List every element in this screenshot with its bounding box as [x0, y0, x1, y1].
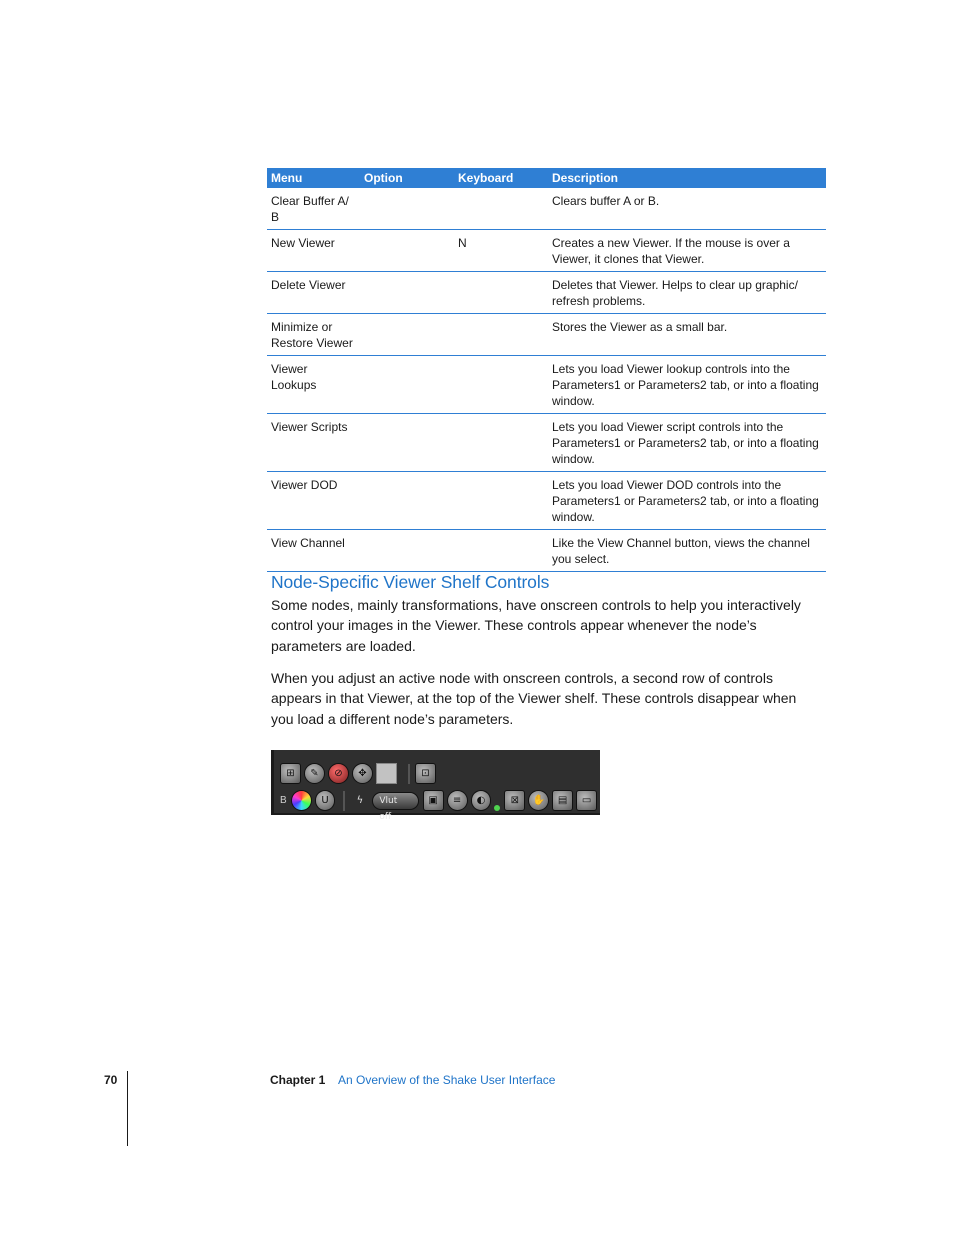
color-wheel-icon[interactable] [291, 790, 312, 811]
cell-description: Deletes that Viewer. Helps to clear up graphic/ refresh problems. [548, 272, 826, 314]
menu-options-table [267, 168, 826, 572]
cell-menu: Clear Buffer A/ B [267, 188, 360, 230]
table-row [267, 356, 826, 414]
paragraph-2: When you adjust an active node with onscreen controls, a second row of controls appears in that Viewer, at the top of the Viewer shelf. These controls disappear when you load a different node’s parameters. [271, 670, 797, 727]
buffer-b-icon[interactable]: B [280, 795, 287, 806]
cell-option [360, 272, 454, 314]
table-row [267, 272, 826, 314]
header-description: Description [548, 168, 826, 188]
cell-description: Lets you load Viewer DOD controls into the Parameters1 or Parameters2 tab, or into a floating window. [548, 472, 826, 530]
dod-icon[interactable]: ⊠ [504, 790, 525, 811]
shelf-row-viewer-controls [280, 790, 600, 822]
cell-menu: View Channel [267, 530, 360, 572]
section-heading: Node-Specific Viewer Shelf Controls [271, 572, 550, 592]
brush-icon[interactable]: ✎ [304, 763, 325, 784]
cell-description: Like the View Channel button, views the channel you select. [548, 530, 826, 572]
paragraph-1: Some nodes, mainly transformations, have onscreen controls to help you interactively control your images in the Viewer. These controls appear whenever the node’s parameters are loaded. [271, 597, 801, 654]
table-header-row [267, 168, 826, 188]
cell-keyboard [454, 472, 548, 530]
lightning-icon[interactable]: ϟ [356, 795, 364, 806]
cell-keyboard [454, 314, 548, 356]
footer-chapter-title: An Overview of the Shake User Interface [338, 1073, 556, 1087]
cell-option [360, 414, 454, 472]
footer-rule [127, 1071, 128, 1146]
align-icon[interactable]: ≡ [447, 790, 468, 811]
table-row [267, 314, 826, 356]
hand-icon[interactable]: ✋ [528, 790, 549, 811]
shelf-divider [343, 791, 345, 811]
cell-keyboard [454, 356, 548, 414]
cell-option [360, 530, 454, 572]
table-row [267, 188, 826, 230]
cell-option [360, 356, 454, 414]
cell-option [360, 230, 454, 272]
cell-menu: Viewer Lookups [267, 356, 360, 414]
header-menu: Menu [267, 168, 360, 188]
vlut-toggle[interactable]: Vlut off [372, 792, 418, 810]
cell-keyboard: N [454, 230, 548, 272]
cell-menu: Viewer Scripts [267, 414, 360, 472]
table-row [267, 414, 826, 472]
green-led-icon[interactable] [494, 805, 500, 811]
table-row [267, 530, 826, 572]
cell-option [360, 188, 454, 230]
cell-description: Clears buffer A or B. [548, 188, 826, 230]
header-option: Option [360, 168, 454, 188]
circle-icon[interactable]: ◐ [471, 790, 492, 811]
frame-icon[interactable]: ▣ [423, 790, 444, 811]
cell-description: Lets you load Viewer script controls into the Parameters1 or Parameters2 tab, or into a floating window. [548, 414, 826, 472]
cell-option [360, 314, 454, 356]
disabled-brush-icon[interactable]: ⊘ [328, 763, 349, 784]
cell-menu: Minimize or Restore Viewer [267, 314, 360, 356]
viewer-shelf-screenshot [271, 750, 600, 822]
cell-description: Stores the Viewer as a small bar. [548, 314, 826, 356]
table-row [267, 472, 826, 530]
folder-icon[interactable]: ▭ [576, 790, 597, 811]
shelf-row-onscreen-controls [280, 763, 439, 784]
color-swatch[interactable] [376, 763, 397, 784]
cell-keyboard [454, 530, 548, 572]
film-icon[interactable]: ▤ [552, 790, 573, 811]
cell-description: Lets you load Viewer lookup controls into the Parameters1 or Parameters2 tab, or into a floating window. [548, 356, 826, 414]
table-body [267, 188, 826, 572]
cell-menu: Viewer DOD [267, 472, 360, 530]
shelf-divider [408, 764, 410, 784]
u-icon[interactable]: U [315, 790, 336, 811]
cell-keyboard [454, 188, 548, 230]
cell-option [360, 472, 454, 530]
transform-icon[interactable]: ⊞ [280, 763, 301, 784]
table-row [267, 230, 826, 272]
cell-description: Creates a new Viewer. If the mouse is over a Viewer, it clones that Viewer. [548, 230, 826, 272]
cell-keyboard [454, 272, 548, 314]
lock-icon[interactable]: ⊡ [415, 763, 436, 784]
cell-keyboard [454, 414, 548, 472]
page-number: 70 [104, 1073, 118, 1087]
footer-chapter: Chapter 1 [270, 1073, 326, 1087]
move-crosshair-icon[interactable]: ✥ [352, 763, 373, 784]
header-keyboard: Keyboard [454, 168, 548, 188]
cell-menu: New Viewer [267, 230, 360, 272]
cell-menu: Delete Viewer [267, 272, 360, 314]
